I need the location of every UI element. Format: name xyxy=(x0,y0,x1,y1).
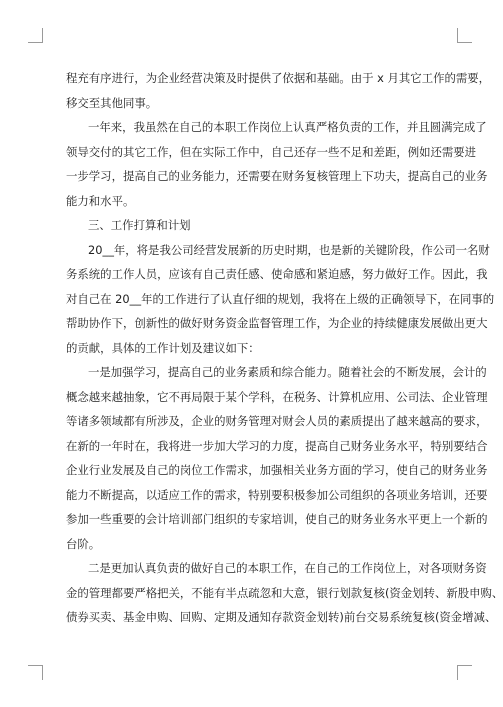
text-line: 能力不断提高，以适应工作的需求，特别要积极参加公司组织的各项业务培训，还要 xyxy=(66,487,488,502)
text-line: 程充有序进行，为企业经营决策及时提供了依据和基础。由于 x 月其它工作的需要， xyxy=(66,71,491,85)
text-line: 债券买卖、基金申购、回购、定期及通知存款资金划转)前台交易系统复核(资金增减、 xyxy=(66,610,497,624)
text-line: 移交至其他同事。 xyxy=(66,95,158,110)
text-line: 对自己在 20__年的工作进行了认直仔细的规划，我将在上级的正确领导下，在同事的 xyxy=(66,291,495,306)
crop-mark-bottom-right xyxy=(457,665,472,680)
text-line: 企业行业发展及自己的岗位工作需求，加强相关业务方面的学习，使自己的财务业务 xyxy=(66,463,488,477)
section-heading: 三、工作打算和计划 xyxy=(88,218,191,232)
text-line: 一年来，我虽然在自己的本职工作岗位上认真严格负责的工作，并且圆满完成了 xyxy=(88,120,487,134)
text-line: 帮助协作下，创新性的做好财务资金监督管理工作，为企业的持续健康发展做出更大 xyxy=(66,316,488,330)
text-line: 在新的一年时在，我将进一步加大学习的力度，提高自己财务业务水平，特别要结合 xyxy=(66,438,488,453)
text-line: 金的管理都要严格把关，不能有半点疏忽和大意，银行划款复核(资金划转、新股申购、 xyxy=(66,585,503,600)
crop-mark-top-right xyxy=(457,28,472,43)
text-line: 领导交付的其它工作，但在实际工作中，自己还存一些不足和差距，例如还需要进 xyxy=(66,144,477,159)
document-body xyxy=(66,66,503,630)
text-line: 的贡献，具体的工作计划及建议如下： xyxy=(66,340,260,355)
text-line: 参加一些重要的会计培训部门组织的专家培训，使自己的财务业务水平更上一个新的 xyxy=(66,512,488,526)
text-line: 一步学习，提高自己的业务能力，还需要在财务复核管理上下功夫，提高自己的业务 xyxy=(66,169,488,183)
text-line: 等诸多领域都有所涉及，企业的财务管理对财会人员的素质提出了越来越高的要求， xyxy=(66,414,488,428)
text-line: 20__年，将是我公司经营发展新的历史时期，也是新的关键阶段，作公司一名财 xyxy=(88,242,490,257)
text-line: 一是加强学习，提高自己的业务素质和综合能力。随着社会的不断发展，会计的 xyxy=(88,365,487,379)
text-line: 台阶。 xyxy=(66,536,101,551)
crop-mark-top-left xyxy=(28,28,43,43)
text-line: 二是更加认真负责的做好自己的本职工作，在自己的工作岗位上，对各项财务资 xyxy=(88,561,487,575)
text-line: 务系统的工作人员，应该有自己责任感、使命感和紧迫感，努力做好工作。因此，我 xyxy=(66,267,488,281)
text-line: 能力和水平。 xyxy=(66,193,135,208)
text-line: 概念越来越抽象，它不再局限于某个学科，在税务、计算机应用、公司法、企业管理 xyxy=(66,389,488,404)
crop-mark-bottom-left xyxy=(28,665,43,680)
